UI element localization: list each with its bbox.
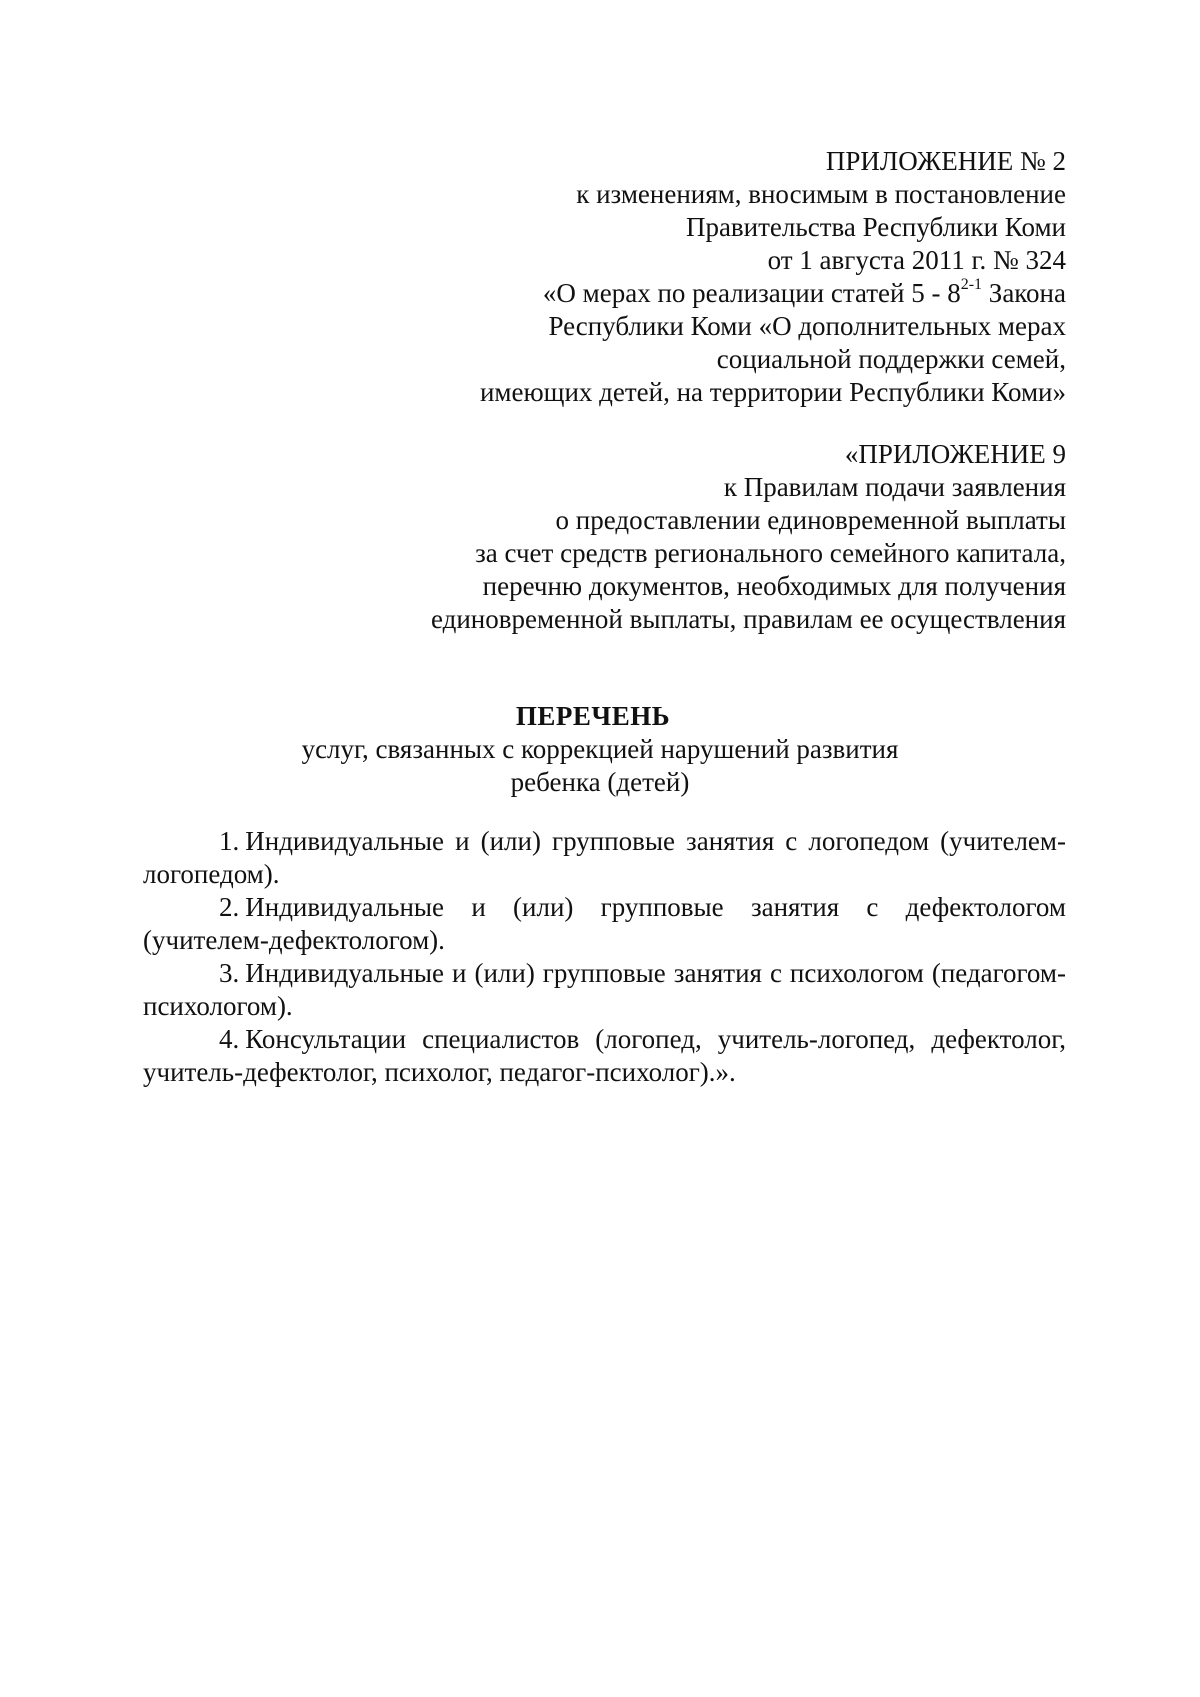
appendix-2-law-line: [480, 277, 1066, 310]
document-subtitle-line: ребенка (детей): [510, 767, 690, 797]
appendix-2-title: ПРИЛОЖЕНИЕ № 2: [825, 146, 1066, 176]
services-list: [143, 825, 1066, 1089]
list-item-text: Индивидуальные и (или) групповые занятия с дефектологом (учителем-дефектологом).: [143, 892, 1066, 955]
appendix-9-line: единовременной выплаты, правилам ее осуществления: [430, 604, 1066, 634]
appendix-2-line: Республики Коми «О дополнительных мерах: [548, 311, 1066, 341]
appendix-9-header: [431, 438, 1066, 636]
document-subtitle-line: услуг, связанных с коррекцией нарушений развития: [301, 734, 899, 764]
list-item: [143, 957, 1066, 1023]
appendix-9-line: к Правилам подачи заявления: [723, 472, 1066, 502]
list-item-number: 4.: [219, 1024, 240, 1054]
appendix-9-title: «ПРИЛОЖЕНИЕ 9: [844, 439, 1066, 469]
law-line-superscript: 2-1: [960, 276, 983, 293]
appendix-2-line: имеющих детей, на территории Республики Коми»: [479, 377, 1066, 407]
list-item-text: Консультации специалистов (логопед, учитель-логопед, дефектолог, учитель-дефектолог, психолог, педагог-психолог).».: [143, 1024, 1066, 1087]
document-title-block: [134, 700, 1066, 799]
appendix-9-line: перечню документов, необходимых для получения: [482, 571, 1066, 601]
appendix-2-line: Правительства Республики Коми: [685, 212, 1066, 242]
appendix-2-line: социальной поддержки семей,: [716, 344, 1066, 374]
list-item-number: 3.: [219, 958, 240, 988]
list-item-number: 1.: [219, 826, 240, 856]
appendix-9-line: о предоставлении единовременной выплаты: [555, 505, 1066, 535]
appendix-2-header: [480, 145, 1066, 409]
list-item-text: Индивидуальные и (или) групповые занятия с логопедом (учителем-логопедом).: [143, 826, 1066, 889]
list-item-number: 2.: [219, 892, 240, 922]
list-item-text: Индивидуальные и (или) групповые занятия с психологом (педагогом-психологом).: [143, 958, 1066, 1021]
law-line-end: Закона: [982, 278, 1066, 308]
list-item: [143, 825, 1066, 891]
appendix-2-line: к изменениям, вносимым в постановление: [576, 179, 1066, 209]
law-line-start: «О мерах по реализации статей 5 - 8: [542, 278, 961, 308]
list-item: [143, 891, 1066, 957]
appendix-2-line: от 1 августа 2011 г. № 324: [767, 245, 1066, 275]
appendix-9-line: за счет средств регионального семейного капитала,: [475, 538, 1066, 568]
document-heading: ПЕРЕЧЕНЬ: [515, 701, 671, 731]
list-item: [143, 1023, 1066, 1089]
